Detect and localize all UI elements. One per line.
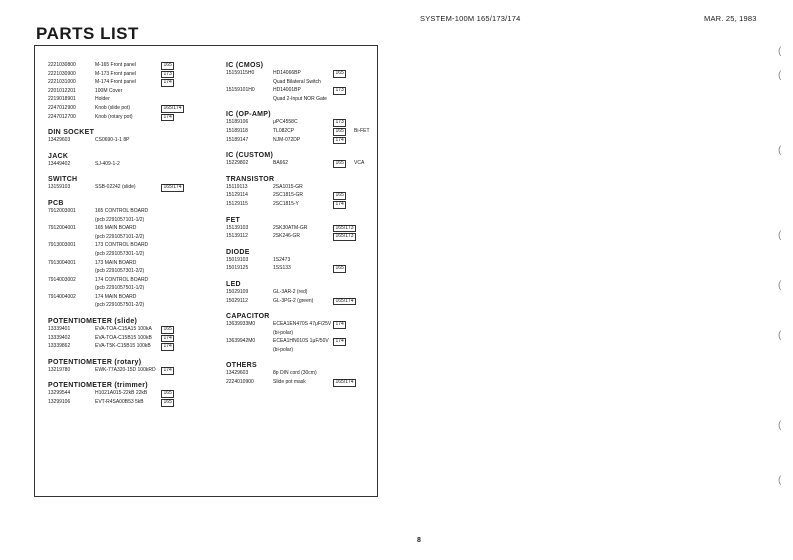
part-number: 15019125 <box>226 265 249 272</box>
part-description: EWK-77A320-15D 100kRD <box>95 366 156 373</box>
section-heading: DIODE <box>226 248 250 256</box>
model-badge: 165 <box>161 62 174 70</box>
model-badge: 165/173 <box>333 225 356 233</box>
part-description: SSB-02242 (slide) <box>95 184 136 191</box>
margin-mark: ( <box>778 46 782 57</box>
part-row <box>48 62 218 71</box>
part-description: (pcb 2291057501-2/2) <box>95 302 145 309</box>
part-number: 13339862 <box>48 343 71 350</box>
section-heading: PCB <box>48 199 64 207</box>
model-badge: 174 <box>333 321 346 329</box>
part-number: 15139112 <box>226 233 248 240</box>
part-row <box>48 399 218 408</box>
part-row <box>48 105 218 114</box>
part-row <box>48 242 218 251</box>
part-row <box>48 326 218 335</box>
model-badge: 174 <box>333 137 346 145</box>
part-description: CS0690-1-1 8P <box>95 137 130 144</box>
margin-mark: ( <box>778 330 782 341</box>
part-description: 165 MAIN BOARD <box>95 225 137 232</box>
page-title: PARTS LIST <box>36 24 139 43</box>
part-description: GL-3PG-2 (green) <box>273 297 314 304</box>
document-date: MAR. 25, 1983 <box>704 14 757 23</box>
part-description: 174 MAIN BOARD <box>95 293 137 300</box>
part-row <box>226 379 376 388</box>
part-number: 2247012700 <box>48 113 76 120</box>
section-heading: IC (CMOS) <box>226 62 264 69</box>
part-description: (pcb 2291057301-2/2) <box>95 268 145 275</box>
part-number: 7912004001 <box>48 225 76 232</box>
part-row <box>226 370 376 379</box>
part-row <box>226 137 376 146</box>
model-badge: 165 <box>333 192 346 200</box>
part-description: Slide pot mask <box>273 379 306 386</box>
part-row <box>226 160 376 169</box>
part-number: 7914003002 <box>48 276 76 283</box>
model-badge: 165/174 <box>161 184 184 192</box>
margin-mark: ( <box>778 70 782 81</box>
part-row <box>48 225 218 234</box>
part-row <box>48 208 218 217</box>
part-row <box>48 96 218 105</box>
part-row <box>226 192 376 201</box>
part-row <box>226 330 376 339</box>
part-row <box>226 265 376 274</box>
section-heading: IC (OP-AMP) <box>226 111 271 119</box>
part-description: NJM-072DP <box>273 136 301 143</box>
part-number: 15159115H0 <box>226 70 255 76</box>
part-row <box>226 70 376 79</box>
part-row <box>48 367 218 376</box>
part-description: 1SS133 <box>273 265 291 272</box>
part-row <box>226 184 376 193</box>
section-heading: OTHERS <box>226 362 257 370</box>
part-row <box>48 251 218 260</box>
part-row <box>226 119 376 128</box>
part-row <box>226 233 376 242</box>
part-description: M-165 Front panel <box>95 62 136 68</box>
page-number: 8 <box>417 537 421 544</box>
part-description: Knob (slide pot) <box>95 104 131 111</box>
part-row <box>226 225 376 234</box>
section-heading: POTENTIOMETER (rotary) <box>48 358 142 366</box>
model-badge: 165 <box>333 70 346 78</box>
model-badge: 174 <box>161 114 174 122</box>
part-description: 2SK30ATM-GR <box>273 224 308 231</box>
part-row <box>226 347 376 356</box>
part-number: 2201012201 <box>48 87 76 94</box>
section-heading: TRANSISTOR <box>226 175 275 183</box>
part-row <box>48 137 218 146</box>
part-row <box>48 302 218 311</box>
part-number: 15189118 <box>226 127 248 134</box>
part-row <box>226 257 376 266</box>
model-badge: 173 <box>333 87 346 95</box>
part-description: (pcb 2291057101-1/2) <box>95 216 145 223</box>
model-badge: 173 <box>333 119 346 127</box>
part-number: 7912003001 <box>48 207 76 214</box>
part-number: 13299106 <box>48 399 71 406</box>
part-description: 173 MAIN BOARD <box>95 259 137 266</box>
section-heading: FET <box>226 216 241 224</box>
part-description: Knob (rotary pot) <box>95 113 133 120</box>
model-badge: 165/174 <box>333 379 356 387</box>
part-description: M-174 Front panel <box>95 79 136 86</box>
model-badge: 165 <box>333 128 346 136</box>
part-number: 15119113 <box>226 183 248 190</box>
part-row <box>226 201 376 210</box>
part-row <box>48 161 218 170</box>
part-description: 173 CONTROL BOARD <box>95 242 149 249</box>
part-description: SJ-409-1-2 <box>95 160 120 167</box>
part-number: 13159103 <box>48 184 71 191</box>
part-description: 2SC1815-Y <box>273 200 299 207</box>
part-row <box>48 71 218 80</box>
part-description: (pcb 2291057301-1/2) <box>95 250 145 257</box>
part-number: 2221030900 <box>48 70 76 77</box>
part-number: 15019103 <box>226 256 249 263</box>
parts-list-left-column <box>48 62 218 408</box>
part-row <box>226 96 376 105</box>
part-row <box>48 88 218 97</box>
part-description: Holder <box>95 96 110 103</box>
model-badge: 165 <box>333 160 346 168</box>
part-description: Quad 2-Input NOR Gate <box>273 95 327 102</box>
part-row <box>48 79 218 88</box>
section-heading: JACK <box>48 152 69 160</box>
part-number: 2221030800 <box>48 62 76 68</box>
part-number: 13449402 <box>48 160 71 167</box>
part-row <box>48 294 218 303</box>
margin-mark: ( <box>778 420 782 431</box>
part-description: 2SA1015-GR <box>273 183 303 190</box>
section-heading: POTENTIOMETER (trimmer) <box>48 382 148 390</box>
part-row <box>48 343 218 352</box>
part-description: (bi-polar) <box>273 346 294 353</box>
part-row <box>48 184 218 193</box>
section-heading: SWITCH <box>48 176 78 184</box>
part-description: EVA-TOA-C15B15 100kB <box>95 334 152 341</box>
model-badge: 174 <box>161 335 174 343</box>
part-description: (bi-polar) <box>273 329 294 336</box>
part-number: 13639933M0 <box>226 321 256 328</box>
model-badge: 165/173 <box>333 233 356 241</box>
model-badge: 174 <box>161 343 174 351</box>
part-description: GL-3AR-2 (red) <box>273 288 308 295</box>
part-description: 100M Cover <box>95 87 123 94</box>
margin-mark: ( <box>778 230 782 241</box>
section-heading: CAPACITOR <box>226 313 270 321</box>
model-badge: 165 <box>161 399 174 407</box>
part-description: EVA-TOA-C15A15 100kA <box>95 326 152 333</box>
part-description: (pcb 2291057101-2/2) <box>95 233 145 240</box>
part-row <box>48 234 218 243</box>
part-row <box>48 260 218 269</box>
part-number: 15189106 <box>226 119 249 126</box>
part-number: 2247012900 <box>48 104 76 111</box>
part-description: 2SK246-GR <box>273 233 300 240</box>
part-row <box>48 277 218 286</box>
model-badge: 173 <box>161 71 174 79</box>
part-description: 174 CONTROL BOARD <box>95 276 149 283</box>
part-row <box>48 335 218 344</box>
part-number: 13339401 <box>48 326 71 333</box>
part-number: 15159101H0 <box>226 87 255 94</box>
section-heading: LED <box>226 280 241 288</box>
part-row <box>226 79 376 88</box>
part-description: (pcb 2291057501-1/2) <box>95 285 145 292</box>
part-note: Bi-FET <box>354 127 370 134</box>
part-row <box>226 298 376 307</box>
part-number: 13429603 <box>226 370 249 377</box>
section-heading: IC (CUSTOM) <box>226 152 274 160</box>
part-row <box>48 285 218 294</box>
model-badge: 165 <box>161 390 174 398</box>
part-number: 7913004001 <box>48 259 76 266</box>
section-heading: DIN SOCKET <box>48 129 95 137</box>
part-description: H1021A015-22kB 22kB <box>95 390 148 397</box>
section-heading: POTENTIOMETER (slide) <box>48 318 138 326</box>
model-badge: 165 <box>161 326 174 334</box>
part-row <box>226 289 376 298</box>
margin-mark: ( <box>778 280 782 291</box>
part-description: μPC4558C <box>273 119 298 126</box>
part-number: 2221031000 <box>48 79 76 86</box>
part-number: 15139103 <box>226 224 249 231</box>
part-description: EVA-T5K-C15B15 100kB <box>95 343 151 350</box>
part-row <box>48 217 218 226</box>
part-number: 15029109 <box>226 288 249 295</box>
part-number: 7914004002 <box>48 293 76 300</box>
part-row <box>48 268 218 277</box>
part-description: HD14066BP <box>273 70 301 76</box>
part-number: 13429603 <box>48 137 71 144</box>
part-description: ECEA1HN010S 1μF/50V <box>273 338 329 345</box>
part-description: 165 CONTROL BOARD <box>95 207 149 214</box>
part-row <box>48 390 218 399</box>
part-description: Quad Bilateral Switch <box>273 78 321 85</box>
part-description: EVT-R4SA00B53 5kB <box>95 399 144 406</box>
document-id: SYSTEM-100M 165/173/174 <box>420 14 521 23</box>
part-description: ECEA1EN470S 47μF/25V <box>273 321 332 328</box>
part-number: 13639942M0 <box>226 338 256 345</box>
part-number: 15229802 <box>226 160 249 167</box>
part-description: HD14001BP <box>273 87 301 94</box>
part-number: 15029112 <box>226 297 248 304</box>
model-badge: 165 <box>333 265 346 273</box>
part-number: 13219780 <box>48 366 71 373</box>
part-row <box>48 114 218 123</box>
part-number: 2219018901 <box>48 96 76 103</box>
part-number: 7913003001 <box>48 242 76 249</box>
margin-mark: ( <box>778 145 782 156</box>
model-badge: 165/174 <box>161 105 184 113</box>
part-note: VCA <box>354 160 365 167</box>
part-number: 15129115 <box>226 200 248 207</box>
part-row <box>226 321 376 330</box>
model-badge: 165/174 <box>333 298 356 306</box>
part-description: 8p DIN cord (30cm) <box>273 370 317 377</box>
model-badge: 174 <box>161 367 174 375</box>
model-badge: 174 <box>161 79 174 87</box>
part-row <box>226 128 376 137</box>
parts-list-right-column <box>226 62 376 388</box>
part-number: 2224010900 <box>226 379 254 386</box>
part-description: BA662 <box>273 160 289 167</box>
part-description: 2SC1815-GR <box>273 192 304 199</box>
part-description: 1S2473 <box>273 256 291 263</box>
part-number: 15189147 <box>226 136 249 143</box>
part-row <box>226 87 376 96</box>
part-number: 15129114 <box>226 192 248 199</box>
part-description: TL082CP <box>273 127 295 134</box>
model-badge: 174 <box>333 338 346 346</box>
part-row <box>226 338 376 347</box>
margin-mark: ( <box>778 475 782 486</box>
part-number: 13339402 <box>48 334 71 341</box>
part-description: M-173 Front panel <box>95 70 136 77</box>
model-badge: 174 <box>333 201 346 209</box>
part-number: 13299544 <box>48 390 71 397</box>
